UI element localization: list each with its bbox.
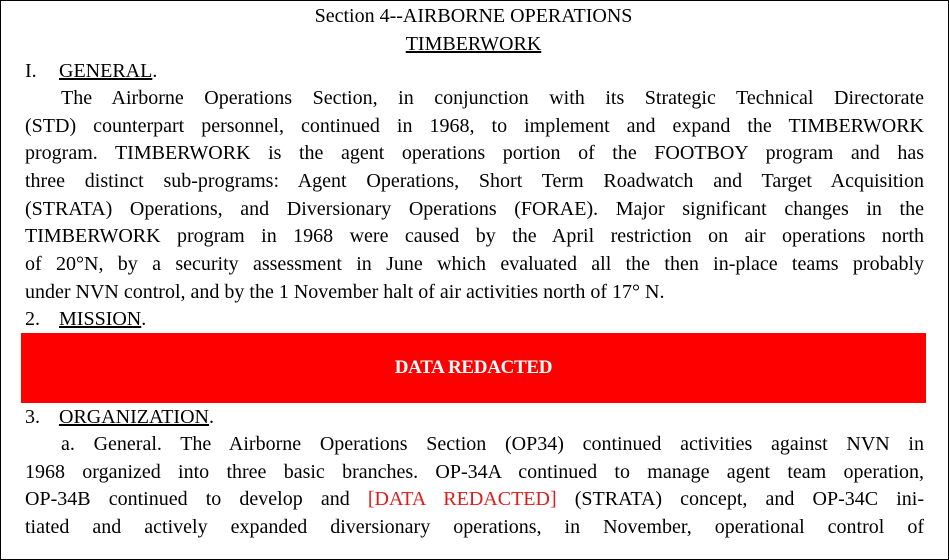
organization-line-3-end: (STRATA) concept, and OP-34C ini-: [556, 488, 924, 510]
general-heading-text: GENERAL: [59, 60, 153, 82]
general-line-5: (STRATA) Operations, and Diversionary Operations (FORAE). Major significant changes in the: [25, 198, 924, 220]
redaction-label: DATA REDACTED: [394, 357, 553, 378]
general-line-3: program. TIMBERWORK is the agent operations portion of the FOOTBOY program and has: [25, 142, 924, 164]
organization-line-1: a. General. The Airborne Operations Section (OP34) continued activities against NVN in: [61, 433, 924, 455]
organization-number: 3.: [25, 406, 40, 428]
mission-heading-text: MISSION: [59, 308, 142, 330]
mission-heading-punct: .: [141, 308, 147, 330]
organization-heading-text: ORGANIZATION: [59, 406, 209, 428]
organization-heading-punct: .: [208, 406, 214, 428]
organization-line-3: [25, 486, 924, 514]
general-number: I.: [25, 60, 37, 82]
mission-heading: [25, 306, 146, 334]
general-line-7: of 20°N, by a security assessment in June which evaluated all the then in-place teams probably: [25, 253, 924, 275]
general-line-6: TIMBERWORK program in 1968 were caused by the April restriction on air operations north: [25, 225, 924, 247]
program-subtitle: [1, 31, 946, 57]
general-line-4: three distinct sub-programs: Agent Operations, Short Term Roadwatch and Target Acquisition: [25, 170, 924, 192]
organization-line-2: 1968 organized into three basic branches. OP-34A continued to manage agent team operation,: [25, 461, 924, 483]
organization-line-4: tiated and actively expanded diversionary operations, in November, operational control of: [25, 516, 924, 538]
general-line-8: under NVN control, and by the 1 November halt of air activities north of 17° N.: [25, 281, 665, 303]
section-title: Section 4--AIRBORNE OPERATIONS: [314, 5, 633, 27]
program-subtitle-text: TIMBERWORK: [405, 33, 542, 55]
general-line-2: (STD) counterpart personnel, continued in 1968, to implement and expand the TIMBERWORK: [25, 115, 924, 137]
organization-heading: [25, 404, 214, 432]
inline-redaction: [DATA REDACTED]: [367, 488, 557, 510]
general-line-1: The Airborne Operations Section, in conjunction with its Strategic Technical Directorate: [61, 87, 924, 109]
organization-line-3-start: OP-34B continued to develop and: [25, 488, 368, 510]
mission-number: 2.: [25, 308, 40, 330]
general-heading-punct: .: [152, 60, 158, 82]
redaction-block: [21, 333, 926, 403]
general-heading: [25, 58, 157, 86]
